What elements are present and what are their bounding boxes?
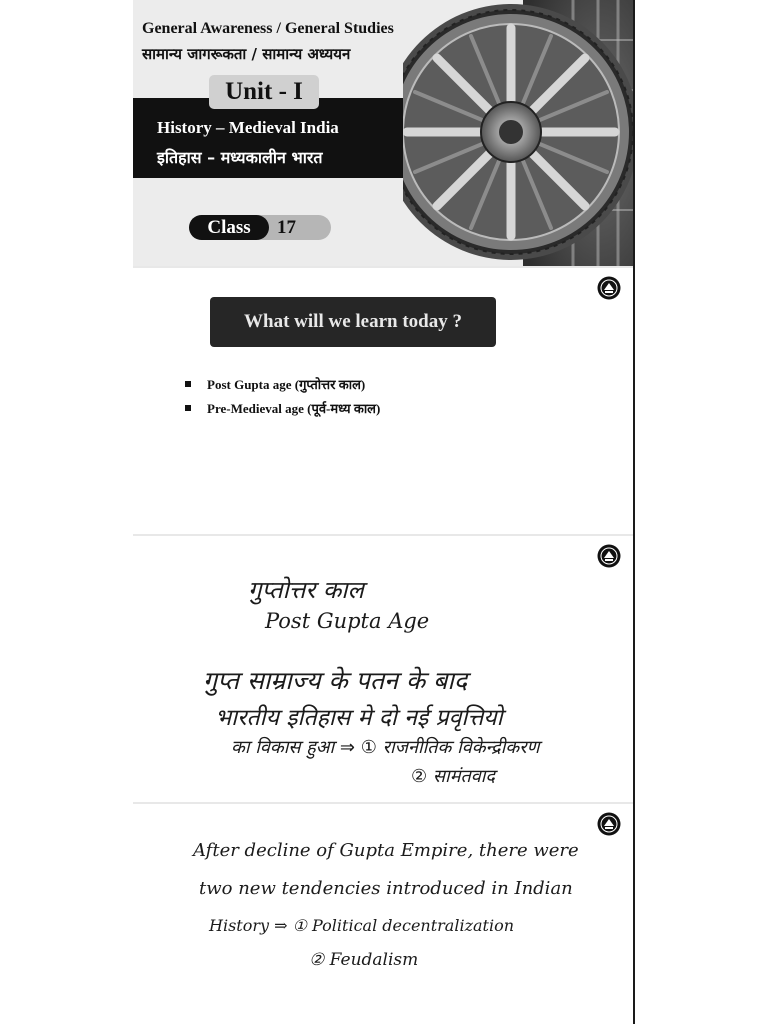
list-item (185, 373, 380, 397)
notes-line: ② Feudalism (309, 950, 419, 970)
notes-line: After decline of Gupta Empire, there were (193, 840, 579, 861)
subject-english: History – Medieval India (157, 118, 339, 137)
hindi-notes-slide (133, 536, 633, 802)
agenda-item-text: Pre-Medieval age (पूर्व-मध्य काल) (207, 401, 381, 416)
notes-title-hindi: गुप्तोत्तर काल (248, 576, 364, 604)
english-notes-slide (133, 804, 633, 1024)
institute-emblem-icon (597, 812, 621, 836)
bullet-icon (185, 381, 191, 387)
cover-title: General Awareness / General Studies (142, 20, 394, 37)
unit-badge: Unit - I (209, 75, 319, 109)
notes-line: गुप्त साम्राज्य के पतन के बाद (203, 666, 468, 695)
agenda-item-text: Post Gupta age (गुप्तोत्तर काल) (207, 377, 366, 392)
class-number: 17 (277, 217, 296, 238)
notes-line: History ⇒ ① Political decentralization (209, 916, 515, 935)
list-item (185, 397, 380, 421)
right-edge-line (633, 0, 635, 1024)
notes-line: का विकास हुआ ⇒ ① राजनीतिक विकेन्द्रीकरण (231, 737, 540, 758)
subject-hindi: इतिहास – मध्यकालीन भारत (157, 148, 323, 167)
notes-line: two new tendencies introduced in Indian (199, 878, 573, 899)
institute-emblem-icon (597, 276, 621, 300)
sun-temple-wheel-photo (403, 0, 633, 266)
notes-line: ② सामंतवाद (411, 766, 495, 787)
agenda-slide (133, 268, 633, 534)
notes-title-english: Post Gupta Age (265, 609, 430, 633)
class-label: Class (189, 215, 269, 240)
notes-line: भारतीय इतिहास मे दो नई प्रवृत्तियो (215, 705, 503, 731)
cover-slide (133, 0, 633, 266)
agenda-list (185, 373, 380, 421)
bullet-icon (185, 405, 191, 411)
institute-emblem-icon (597, 544, 621, 568)
cover-subtitle-hindi: सामान्य जागरूकता / सामान्य अध्ययन (142, 45, 351, 63)
learn-today-heading: What will we learn today ? (210, 297, 496, 347)
